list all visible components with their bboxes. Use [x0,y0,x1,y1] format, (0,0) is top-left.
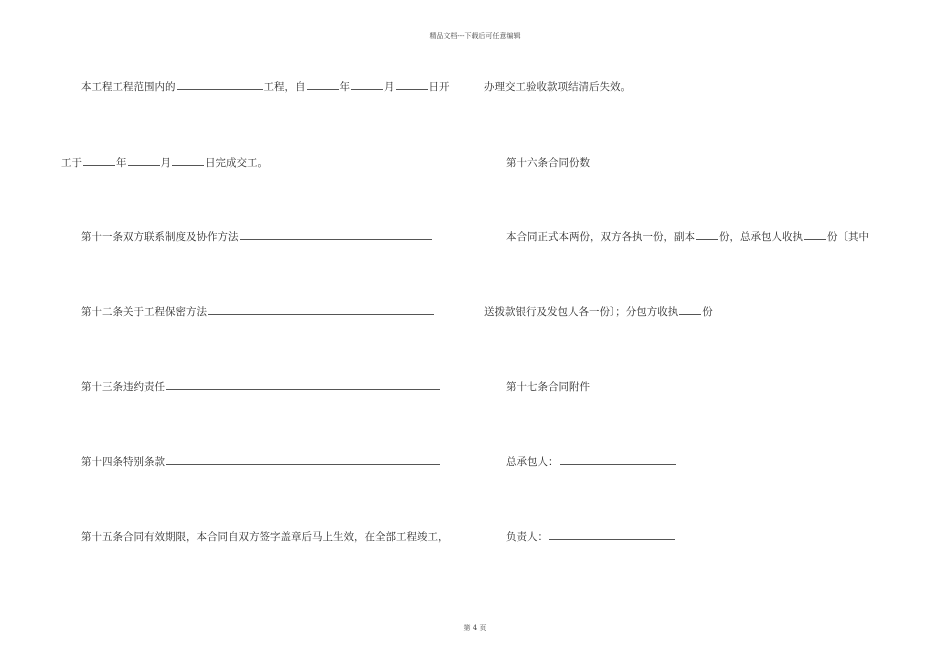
paragraph-copies [506,230,869,244]
text-segment: 月 [160,157,171,169]
blank-line [240,230,432,240]
article-11 [81,230,433,244]
text-segment: 月 [384,81,395,93]
blank-line [166,455,440,465]
blank-line [166,380,440,390]
text-segment: 份〔其中 [827,231,869,243]
article-13 [81,380,441,394]
blank-line [560,455,676,465]
text-segment: 本工程工程范围内的 [81,81,176,93]
paragraph-work-scope [81,80,450,94]
article-title: 第十六条合同份数 [506,157,590,169]
text-segment: 工于 [61,157,82,169]
signature-contractor [506,455,677,469]
paragraph-completion-date [61,156,268,170]
text-segment: 份，总承包人收执 [719,231,803,243]
field-label: 总承包人： [506,456,559,468]
article-title: 第十四条特别条款 [81,456,165,468]
blank-line [307,80,339,90]
page-footer: 第 4 页 [463,624,487,632]
article-16 [506,156,590,170]
article-12 [81,305,435,319]
text-segment: 年 [116,157,127,169]
blank-line [396,80,428,90]
page-header: 精品文档---下载后可任意编辑 [429,32,521,40]
field-label: 负责人： [506,531,548,543]
article-14 [81,455,441,469]
text-segment: 本合同正式本两份，双方各执一份，副本 [506,231,695,243]
article-17 [506,380,590,394]
article-title: 第十一条双方联系制度及协作方法 [81,231,239,243]
text-segment: 份 [702,306,713,318]
text-segment: 日开 [428,81,450,93]
article-title: 第十三条违约责任 [81,381,165,393]
text-segment: 日完成交工。 [205,157,268,169]
text-segment: 送拨款银行及发包人各一份〕；分包方收执 [484,306,679,318]
article-title: 第十二条关于工程保密方法 [81,306,207,318]
article-15 [81,530,449,544]
blank-line [172,156,204,166]
article-title: 第十七条合同附件 [506,381,590,393]
text-segment: 办理交工验收款项结清后失效。 [484,81,631,93]
text-segment: 年 [339,81,350,93]
blank-line [177,80,263,90]
blank-line [128,156,160,166]
blank-line [83,156,115,166]
blank-line [804,230,826,240]
blank-line [696,230,718,240]
blank-line [549,530,675,540]
text-segment: 工程，自 [263,81,306,93]
blank-line [351,80,383,90]
signature-responsible [506,530,676,544]
paragraph-copies-cont [484,305,713,319]
paragraph-expiry [484,80,631,94]
article-title: 第十五条合同有效期限，本合同自双方签字盖章后马上生效，在全部工程竣工， [81,531,449,543]
blank-line [679,305,701,315]
blank-line [208,305,434,315]
